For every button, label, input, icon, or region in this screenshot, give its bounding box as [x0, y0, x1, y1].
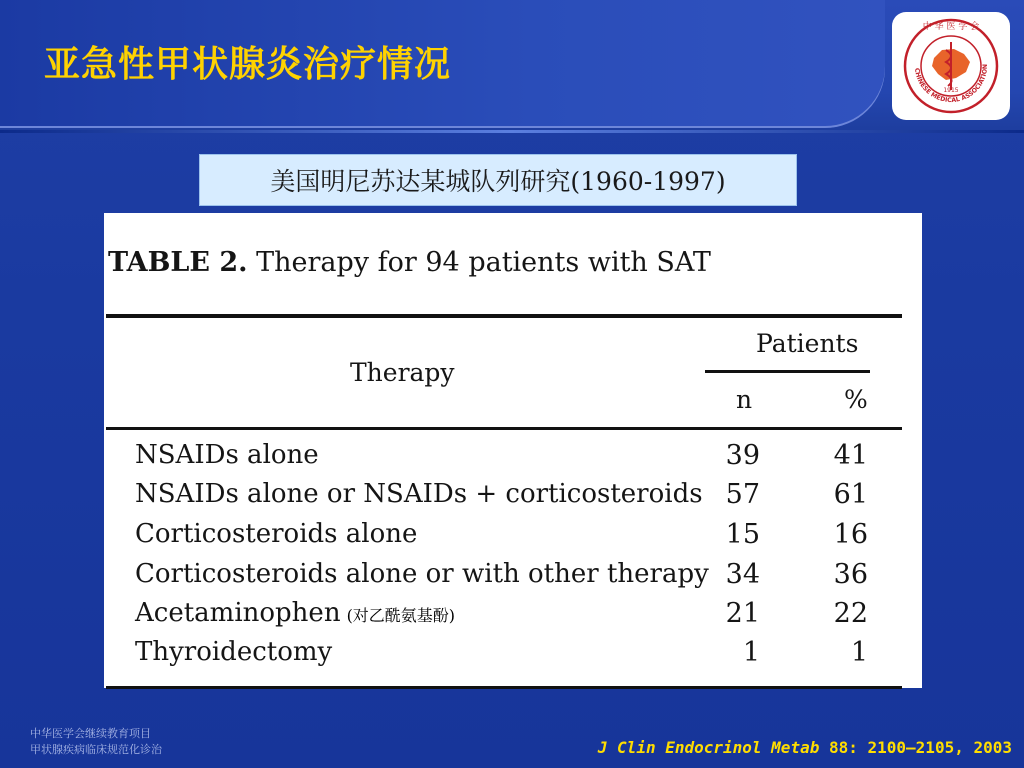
translation-note: (对乙酰氨基酚) — [346, 606, 456, 625]
table-caption-label: TABLE 2. — [108, 247, 248, 278]
table-top-rule — [106, 314, 902, 318]
n-cell: 34 — [725, 559, 760, 590]
column-header-patients: Patients — [756, 329, 859, 358]
citation-journal: J Clin Endocrinol Metab — [597, 738, 820, 757]
header-divider — [0, 130, 1024, 133]
study-banner: 美国明尼苏达某城队列研究(1960-1997) — [199, 154, 797, 206]
footer-organization — [30, 726, 162, 758]
logo-ring-text: CHINESE MEDICAL ASSOCIATION — [913, 64, 990, 105]
therapy-cell: Corticosteroids alone — [135, 519, 418, 549]
n-cell: 15 — [725, 519, 760, 550]
therapy-cell: NSAIDs alone — [135, 440, 319, 470]
percent-cell: 16 — [833, 519, 868, 550]
percent-cell: 41 — [833, 440, 868, 471]
n-cell: 57 — [725, 479, 760, 510]
column-header-n: n — [736, 385, 753, 414]
n-cell: 39 — [725, 440, 760, 471]
therapy-cell-text: Acetaminophen — [135, 598, 341, 628]
table-bottom-rule — [106, 686, 902, 689]
logo-year: 1915 — [943, 87, 959, 94]
column-header-therapy: Therapy — [350, 358, 455, 387]
table-row — [104, 598, 922, 636]
citation-details: 88: 2100–2105, 2003 — [819, 738, 1012, 757]
footer-org-line-2: 甲状腺疾病临床规范化诊治 — [30, 743, 162, 756]
patients-header-rule — [705, 370, 870, 373]
table-header-rule — [106, 427, 902, 430]
table-caption-text: Therapy for 94 patients with SAT — [256, 247, 711, 278]
therapy-cell: Thyroidectomy — [135, 637, 333, 667]
percent-cell: 1 — [850, 637, 868, 668]
citation — [598, 738, 1012, 757]
slide-title: 亚急性甲状腺炎治疗情况 — [44, 44, 452, 85]
chinese-medical-association-logo — [892, 12, 1010, 120]
table-row — [104, 519, 922, 557]
n-cell: 21 — [725, 598, 760, 629]
percent-cell: 36 — [833, 559, 868, 590]
table-row — [104, 637, 922, 675]
logo-top-text: 中 华 医 学 会 — [922, 22, 980, 32]
therapy-cell — [135, 598, 455, 628]
column-header-percent: % — [844, 385, 868, 414]
percent-cell: 61 — [833, 479, 868, 510]
percent-cell: 22 — [833, 598, 868, 629]
therapy-cell: Corticosteroids alone or with other therapy — [135, 559, 709, 589]
n-cell: 1 — [742, 637, 760, 668]
therapy-table — [104, 213, 922, 688]
table-row — [104, 440, 922, 478]
footer-org-line-1: 中华医学会继续教育项目 — [30, 727, 151, 740]
logo-emblem-icon — [896, 12, 1006, 120]
table-row — [104, 559, 922, 597]
table-row — [104, 479, 922, 517]
table-caption — [108, 247, 711, 278]
therapy-cell: NSAIDs alone or NSAIDs + corticosteroids — [135, 479, 703, 509]
